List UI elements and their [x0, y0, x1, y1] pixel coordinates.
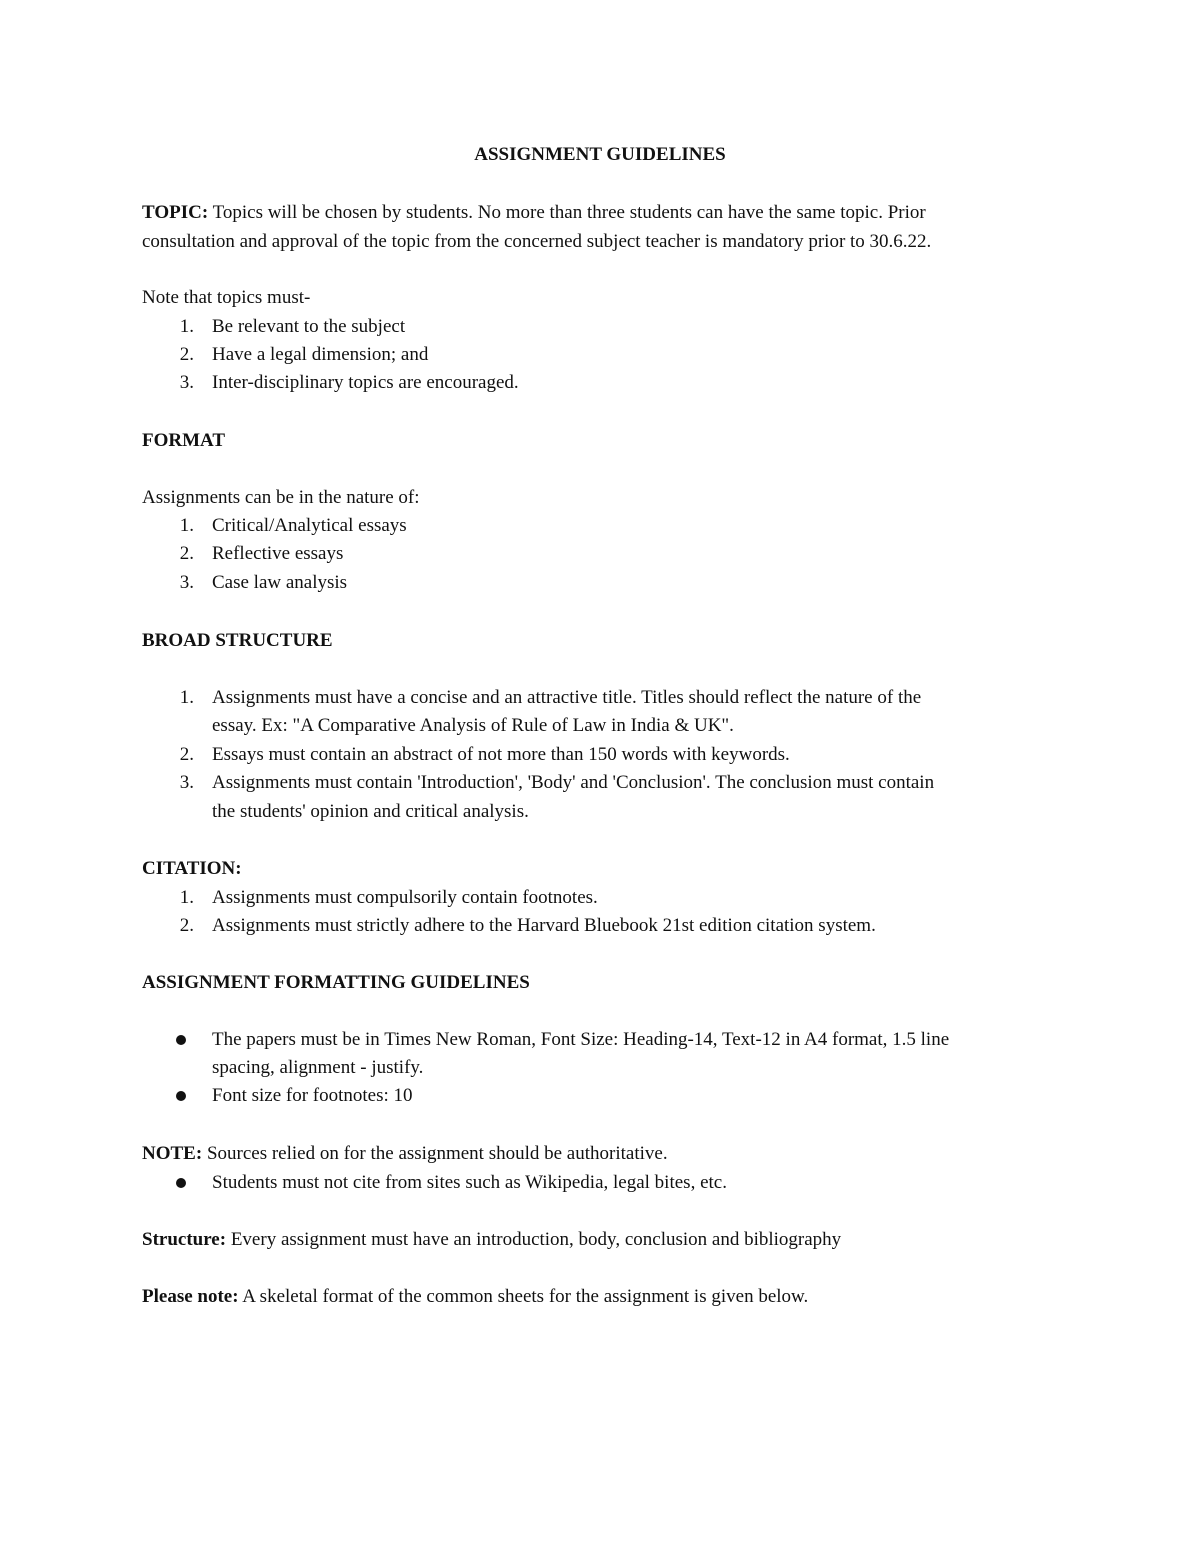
bullet-item: The papers must be in Times New Roman, Font Size: Heading-14, Text-12 in A4 format, 1.5 line — [212, 1029, 950, 1050]
list-number: 2. — [179, 744, 194, 765]
note-paragraph — [142, 1142, 668, 1166]
list-number: 1. — [179, 887, 194, 908]
structure-label: Structure: — [142, 1229, 227, 1250]
list-item-continuation: essay. Ex: "A Comparative Analysis of Rule of Law in India & UK". — [212, 715, 734, 736]
list-item: Reflective essays — [212, 543, 344, 564]
list-item: Inter-disciplinary topics are encouraged. — [212, 372, 519, 393]
list-item: Case law analysis — [212, 572, 348, 593]
formatting-heading: ASSIGNMENT FORMATTING GUIDELINES — [142, 972, 530, 993]
broad-structure-heading: BROAD STRUCTURE — [142, 630, 333, 651]
bullet-dot — [176, 1091, 186, 1101]
bullet-item-continuation: spacing, alignment - justify. — [212, 1057, 424, 1078]
list-number: 2. — [179, 915, 194, 936]
please-note-text: A skeletal format of the common sheets for the assignment is given below. — [238, 1286, 809, 1307]
format-intro: Assignments can be in the nature of: — [142, 487, 420, 508]
list-number: 1. — [179, 687, 194, 708]
list-item-continuation: the students' opinion and critical analysis. — [212, 801, 529, 822]
please-note-paragraph — [142, 1285, 808, 1309]
list-number: 2. — [179, 344, 194, 365]
note-text: Sources relied on for the assignment should be authoritative. — [202, 1143, 668, 1164]
list-item: Have a legal dimension; and — [212, 344, 429, 365]
structure-paragraph — [142, 1228, 841, 1252]
list-number: 3. — [179, 772, 194, 793]
list-item: Assignments must compulsorily contain footnotes. — [212, 887, 598, 908]
list-number: 3. — [179, 372, 194, 393]
list-item: Be relevant to the subject — [212, 316, 406, 337]
citation-heading: CITATION: — [142, 858, 242, 879]
list-item: Assignments must strictly adhere to the Harvard Bluebook 21st edition citation system. — [212, 915, 876, 936]
bullet-item: Students must not cite from sites such as Wikipedia, legal bites, etc. — [212, 1172, 727, 1193]
topic-text-line1: Topics will be chosen by students. No more than three students can have the same topic. Prior — [208, 202, 926, 223]
note-topics-intro: Note that topics must- — [142, 287, 311, 308]
note-label: NOTE: — [142, 1143, 203, 1164]
structure-text: Every assignment must have an introduction, body, conclusion and bibliography — [226, 1229, 842, 1250]
format-heading: FORMAT — [142, 430, 226, 451]
bullet-dot — [176, 1035, 186, 1045]
list-item: Assignments must have a concise and an attractive title. Titles should reflect the nature of the — [212, 687, 922, 708]
list-item: Assignments must contain 'Introduction', 'Body' and 'Conclusion'. The conclusion must contain — [212, 772, 935, 793]
list-number: 1. — [179, 515, 194, 536]
document-title: ASSIGNMENT GUIDELINES — [474, 144, 726, 165]
bullet-dot — [176, 1178, 186, 1188]
list-item: Critical/Analytical essays — [212, 515, 407, 536]
list-number: 3. — [179, 572, 194, 593]
topic-label: TOPIC: — [142, 202, 209, 223]
topic-text-line2: consultation and approval of the topic from the concerned subject teacher is mandatory prior to 30.6.22. — [142, 231, 932, 252]
list-number: 2. — [179, 543, 194, 564]
topic-paragraph-line1 — [142, 201, 926, 225]
list-item: Essays must contain an abstract of not more than 150 words with keywords. — [212, 744, 790, 765]
please-note-label: Please note: — [142, 1286, 239, 1307]
list-number: 1. — [179, 316, 194, 337]
bullet-item: Font size for footnotes: 10 — [212, 1085, 413, 1106]
